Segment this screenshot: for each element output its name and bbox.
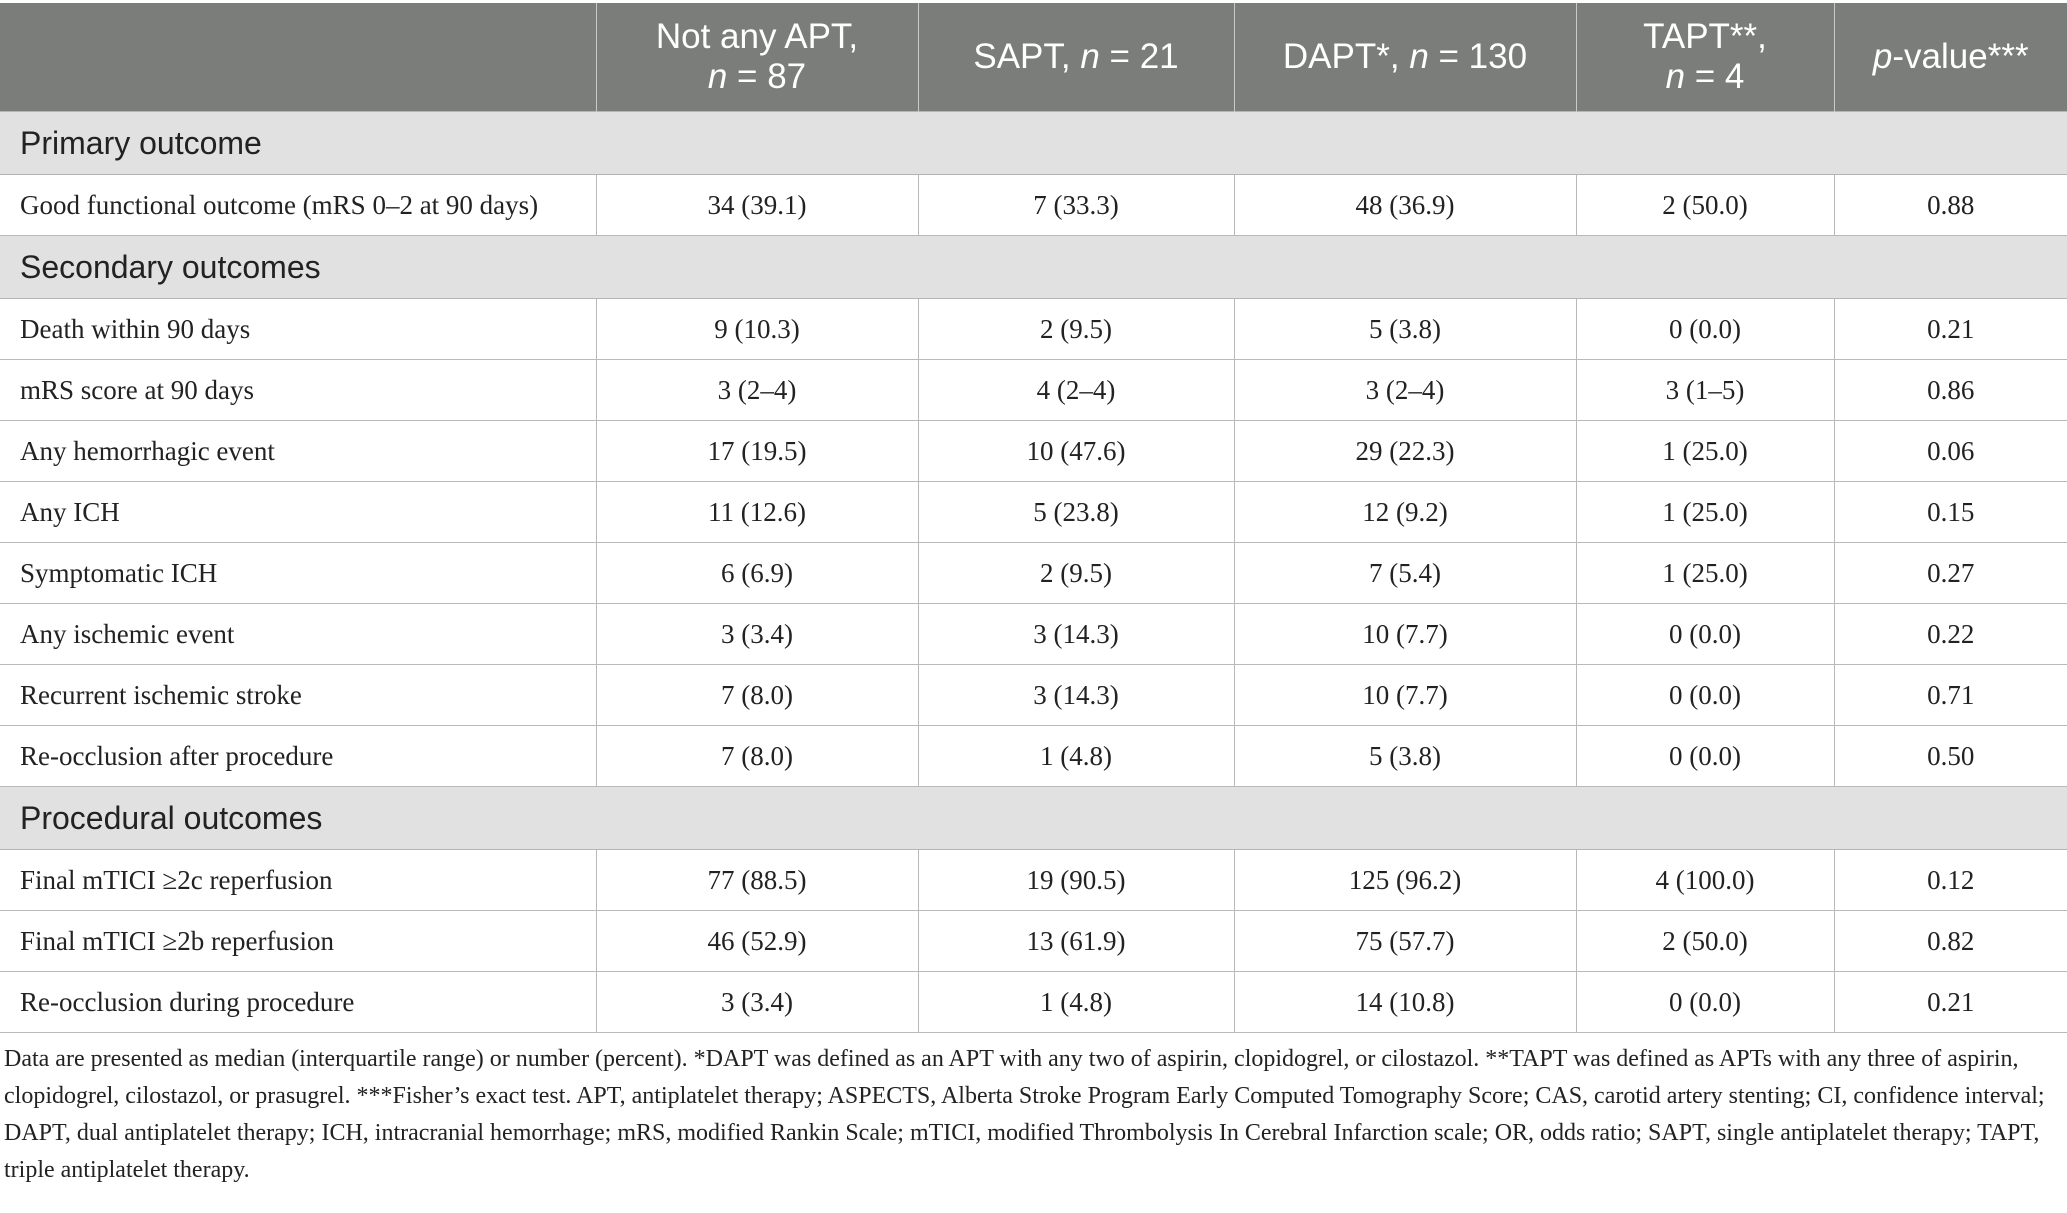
footnote: Data are presented as median (interquartile range) or number (percent). *DAPT was defined as an APT with any two of aspirin, clopidogrel, or cilostazol. **TAPT was defined as APTs with any three of aspirin, clopidogrel, cilostazol, or prasugrel. ***Fisher’s exact test. APT, antiplatelet therapy; ASPECTS, Alberta Stroke Program Early Computed Tomography Score; CAS, carotid artery stenting; CI, confidence interval; DAPT, dual antiplatelet therapy; ICH, intracranial hemorrhage; mRS, modified Rankin Scale; mTICI, modified Thrombolysis In Cerebral Infarction scale; OR, odds ratio; SAPT, single antiplatelet therapy; TAPT, triple antiplatelet therapy. — [4, 1046, 2045, 1183]
header-label: TAPT**, — [1643, 17, 1767, 56]
table-cell: 1 (25.0) — [1576, 482, 1834, 543]
row-label: Final mTICI ≥2c reperfusion — [0, 850, 596, 911]
p-value-cell: 0.27 — [1834, 543, 2067, 604]
table-cell: 5 (3.8) — [1234, 726, 1576, 787]
table-cell: 7 (8.0) — [596, 726, 918, 787]
table-row — [0, 726, 2067, 787]
header-count: = 130 — [1428, 37, 1528, 76]
row-label: Death within 90 days — [0, 299, 596, 360]
table-row — [0, 972, 2067, 1033]
table-row — [0, 850, 2067, 911]
table-cell: 125 (96.2) — [1234, 850, 1576, 911]
table-row — [0, 175, 2067, 236]
table-row — [0, 482, 2067, 543]
header-p: p — [1872, 37, 1893, 76]
header-p-value — [1834, 3, 2067, 112]
section-title: Primary outcome — [0, 112, 2067, 175]
section-title: Procedural outcomes — [0, 787, 2067, 850]
table-row — [0, 665, 2067, 726]
table-cell: 7 (5.4) — [1234, 543, 1576, 604]
row-label: Final mTICI ≥2b reperfusion — [0, 911, 596, 972]
table-container — [0, 3, 2067, 1189]
table-cell: 0 (0.0) — [1576, 665, 1834, 726]
table-cell: 34 (39.1) — [596, 175, 918, 236]
row-label: Good functional outcome (mRS 0–2 at 90 days) — [0, 175, 596, 236]
table-cell: 3 (3.4) — [596, 604, 918, 665]
table-cell: 2 (9.5) — [918, 299, 1234, 360]
table-cell: 7 (8.0) — [596, 665, 918, 726]
table-cell: 10 (7.7) — [1234, 604, 1576, 665]
header-count: = 4 — [1685, 57, 1745, 96]
p-value-cell: 0.06 — [1834, 421, 2067, 482]
section-row — [0, 787, 2067, 850]
table-cell: 0 (0.0) — [1576, 299, 1834, 360]
header-not-any-apt — [596, 3, 918, 112]
table-cell: 3 (14.3) — [918, 665, 1234, 726]
p-value-cell: 0.50 — [1834, 726, 2067, 787]
table-cell: 0 (0.0) — [1576, 604, 1834, 665]
table-body — [0, 112, 2067, 1033]
table-row — [0, 360, 2067, 421]
p-value-cell: 0.15 — [1834, 482, 2067, 543]
table-cell: 0 (0.0) — [1576, 726, 1834, 787]
table-cell: 13 (61.9) — [918, 911, 1234, 972]
table-row — [0, 911, 2067, 972]
table-cell: 77 (88.5) — [596, 850, 918, 911]
table-cell: 2 (9.5) — [918, 543, 1234, 604]
row-label: mRS score at 90 days — [0, 360, 596, 421]
table-cell: 3 (2–4) — [596, 360, 918, 421]
section-row — [0, 236, 2067, 299]
p-value-cell: 0.88 — [1834, 175, 2067, 236]
table-cell: 5 (23.8) — [918, 482, 1234, 543]
table-cell: 46 (52.9) — [596, 911, 918, 972]
table-cell: 3 (2–4) — [1234, 360, 1576, 421]
row-label: Re-occlusion after procedure — [0, 726, 596, 787]
table-cell: 4 (2–4) — [918, 360, 1234, 421]
table-cell: 4 (100.0) — [1576, 850, 1834, 911]
header-label: DAPT*, — [1282, 37, 1410, 76]
outcomes-table — [0, 3, 2067, 1033]
p-value-cell: 0.86 — [1834, 360, 2067, 421]
row-label: Re-occlusion during procedure — [0, 972, 596, 1033]
table-cell: 48 (36.9) — [1234, 175, 1576, 236]
header-label: Not any APT, — [655, 17, 859, 56]
header-row — [0, 3, 2067, 112]
table-cell: 0 (0.0) — [1576, 972, 1834, 1033]
table-cell: 1 (25.0) — [1576, 543, 1834, 604]
table-row — [0, 543, 2067, 604]
header-count: = 87 — [727, 57, 807, 96]
table-cell: 5 (3.8) — [1234, 299, 1576, 360]
table-cell: 14 (10.8) — [1234, 972, 1576, 1033]
header-dapt — [1234, 3, 1576, 112]
p-value-cell: 0.22 — [1834, 604, 2067, 665]
section-title: Secondary outcomes — [0, 236, 2067, 299]
table-row — [0, 604, 2067, 665]
p-value-cell: 0.21 — [1834, 972, 2067, 1033]
table-cell: 17 (19.5) — [596, 421, 918, 482]
header-tapt — [1576, 3, 1834, 112]
table-cell: 10 (7.7) — [1234, 665, 1576, 726]
p-value-cell: 0.21 — [1834, 299, 2067, 360]
table-row — [0, 299, 2067, 360]
p-value-cell: 0.82 — [1834, 911, 2067, 972]
header-label: SAPT, — [973, 37, 1081, 76]
table-cell: 19 (90.5) — [918, 850, 1234, 911]
header-n: n — [707, 57, 728, 96]
table-cell: 2 (50.0) — [1576, 911, 1834, 972]
header-sapt — [918, 3, 1234, 112]
row-label: Symptomatic ICH — [0, 543, 596, 604]
table-cell: 11 (12.6) — [596, 482, 918, 543]
row-label: Recurrent ischemic stroke — [0, 665, 596, 726]
table-cell: 6 (6.9) — [596, 543, 918, 604]
header-count: = 21 — [1099, 37, 1179, 76]
header-label: -value*** — [1892, 37, 2029, 76]
table-cell: 10 (47.6) — [918, 421, 1234, 482]
header-empty — [0, 3, 596, 112]
table-cell: 3 (3.4) — [596, 972, 918, 1033]
table-cell: 2 (50.0) — [1576, 175, 1834, 236]
table-row — [0, 421, 2067, 482]
header-n: n — [1665, 57, 1686, 96]
row-label: Any ischemic event — [0, 604, 596, 665]
table-cell: 3 (1–5) — [1576, 360, 1834, 421]
table-cell: 12 (9.2) — [1234, 482, 1576, 543]
table-cell: 1 (4.8) — [918, 972, 1234, 1033]
header-n: n — [1080, 37, 1100, 76]
table-cell: 7 (33.3) — [918, 175, 1234, 236]
row-label: Any hemorrhagic event — [0, 421, 596, 482]
p-value-cell: 0.12 — [1834, 850, 2067, 911]
p-value-cell: 0.71 — [1834, 665, 2067, 726]
table-cell: 75 (57.7) — [1234, 911, 1576, 972]
table-cell: 1 (25.0) — [1576, 421, 1834, 482]
table-cell: 9 (10.3) — [596, 299, 918, 360]
section-row — [0, 112, 2067, 175]
table-cell: 29 (22.3) — [1234, 421, 1576, 482]
row-label: Any ICH — [0, 482, 596, 543]
table-cell: 1 (4.8) — [918, 726, 1234, 787]
table-cell: 3 (14.3) — [918, 604, 1234, 665]
header-n: n — [1409, 37, 1429, 76]
